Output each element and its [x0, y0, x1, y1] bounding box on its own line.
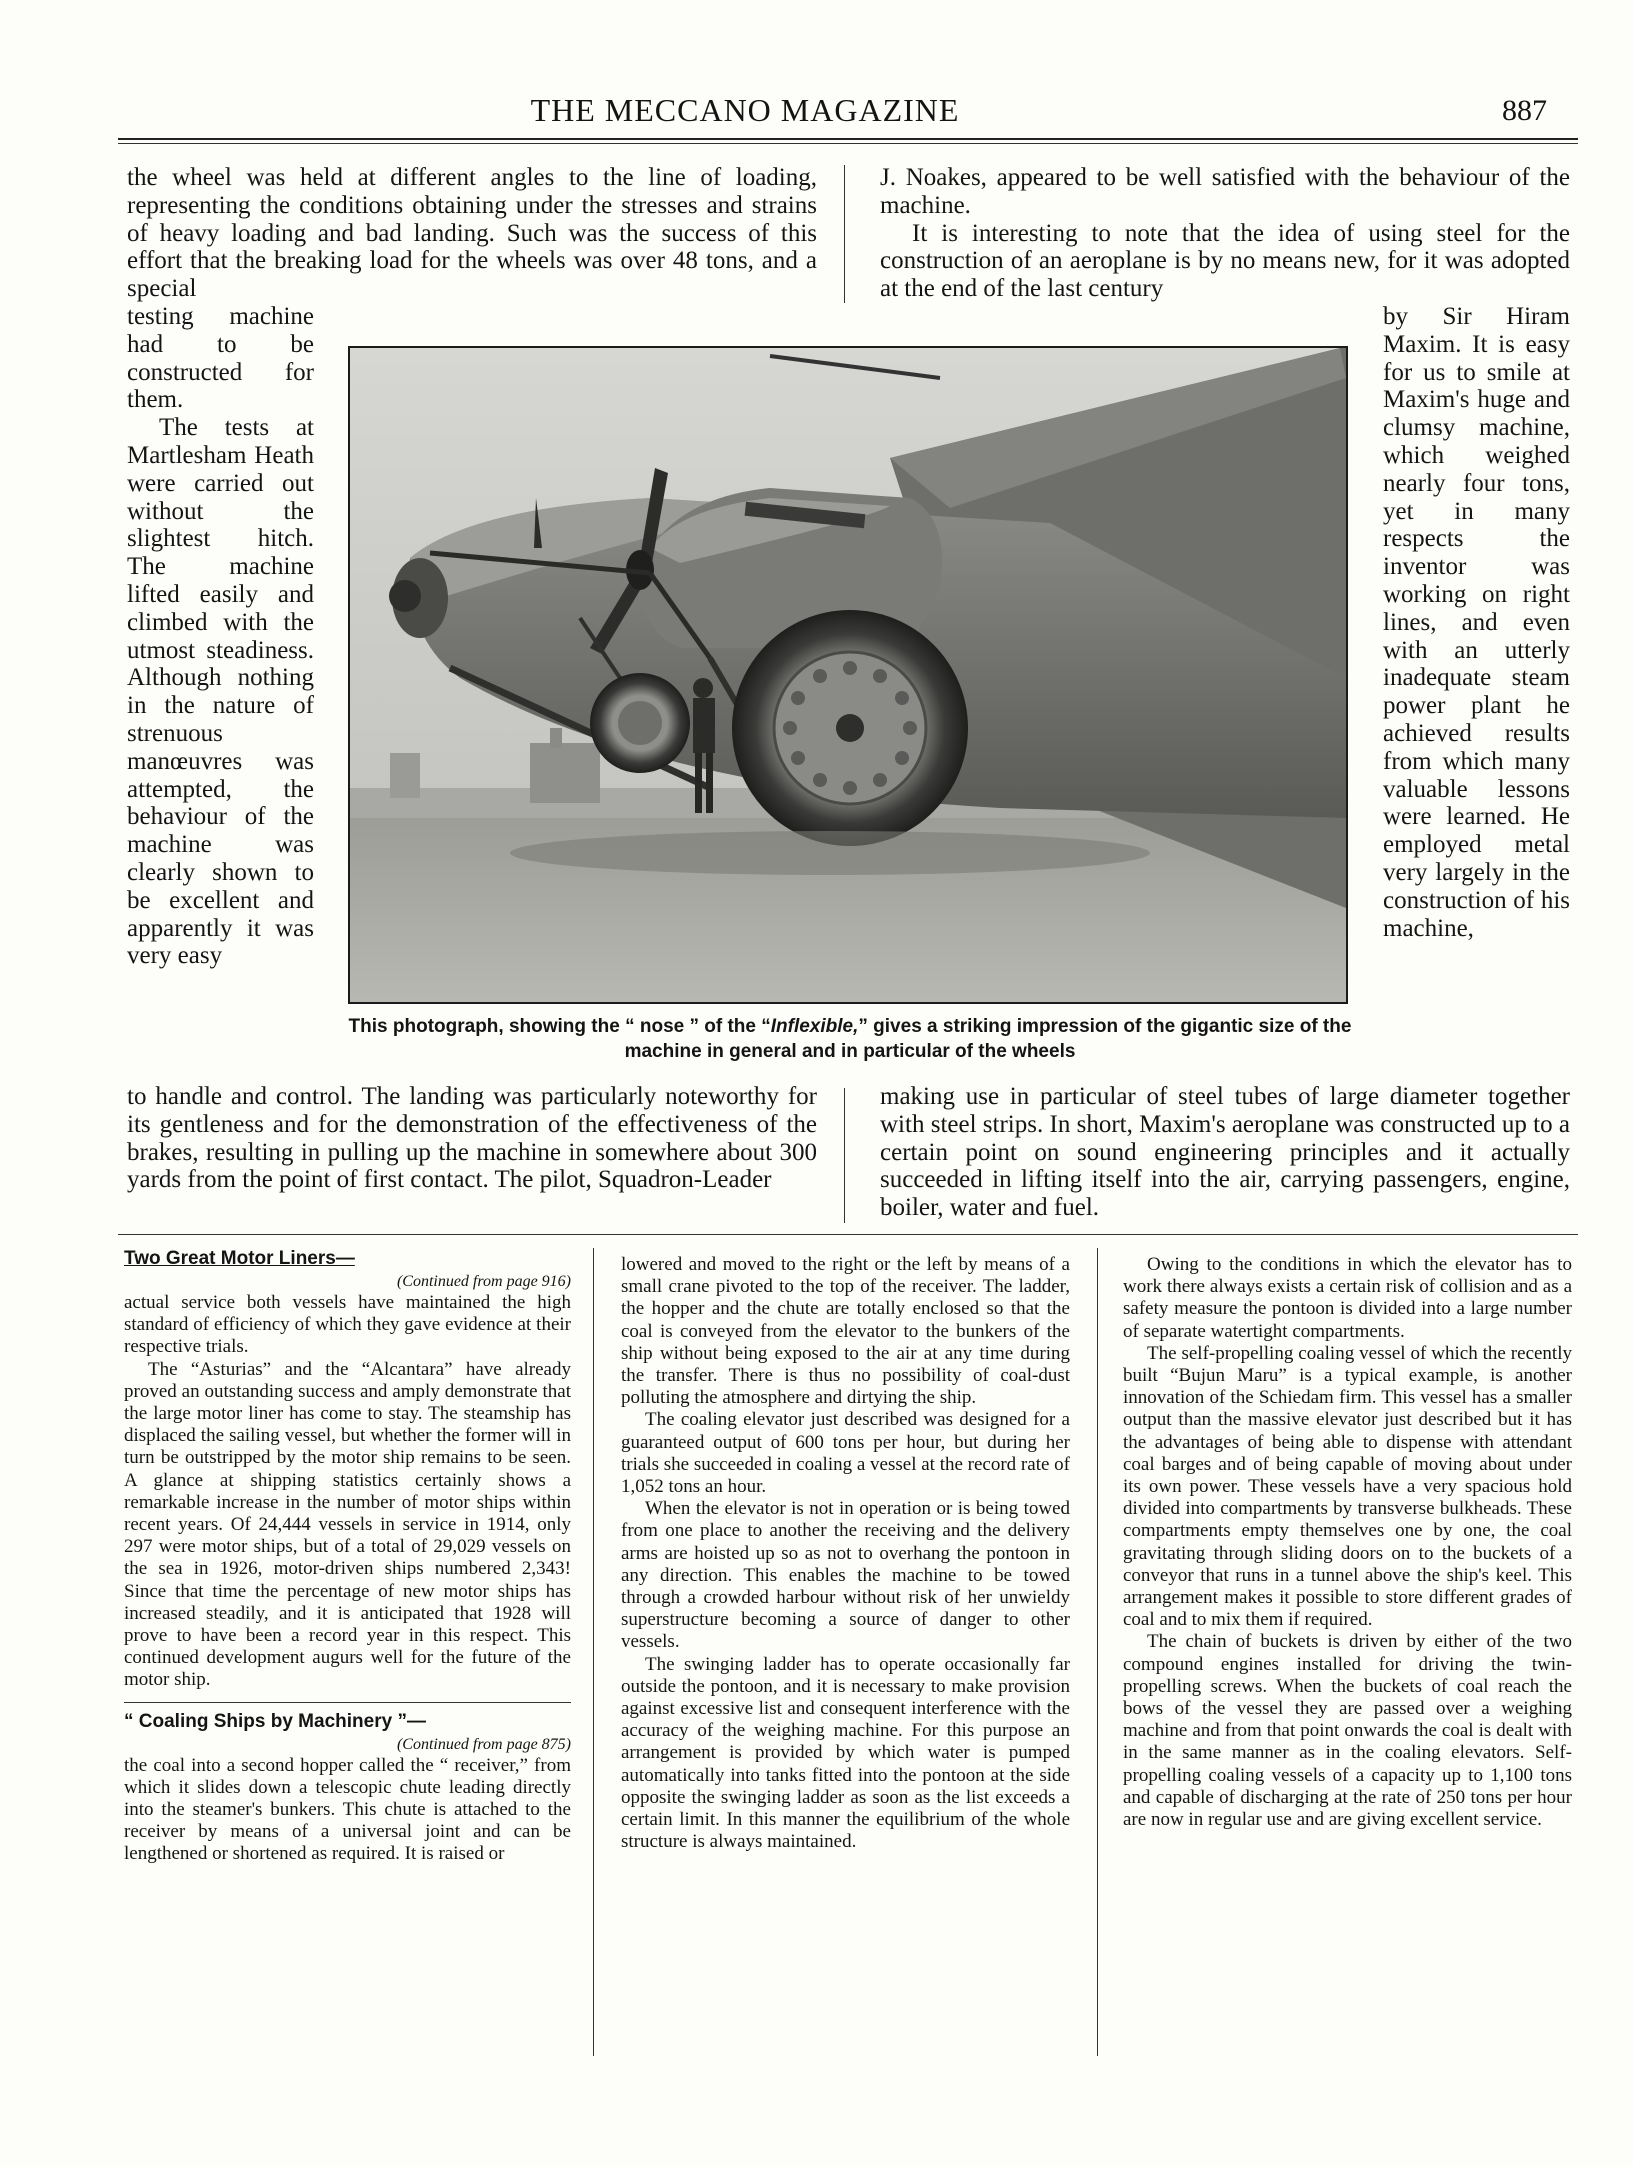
page-number: 887: [1502, 94, 1547, 127]
coaling-p1: the coal into a second hopper called the “ receiver,” from which it slides down a telescopic chute leading directly into the steamer's bunkers. This chute is attached to the receiver by means of a universal joint and can be lengthened or shortened as required. It is raised or: [124, 1754, 571, 1865]
right-col-p1: Owing to the conditions in which the elevator has to work there always exists a certain risk of collision and as a safety measure the pontoon is divided into a large number of separate watertight compartments.: [1123, 1254, 1572, 1342]
left-narrow-p1: testing machine had to be constructed for them.: [127, 303, 314, 414]
bottom-right-text: making use in particular of steel tubes of large diameter together with steel strips. In short, Maxim's aeroplane was constructed up to a certain point on sound engineering principles and it actually succeeded in lifting itself into the air, carrying passengers, engine, boiler, water and fuel.: [880, 1083, 1570, 1222]
coaling-continued: (Continued from page 875): [396, 1735, 571, 1753]
right-col-p3: The chain of buckets is driven by either of the two compound engines installed for driving the twin-propelling screws. When the buckets of coal reach the bows of the vessel they are passed over a weighing machine and from that point onwards the coal is dealt with in the same manner as in the coaling elevators. Self-propelling coaling vessels of a capacity up to 1,100 tons and capable of discharging at the rate of 250 tons per hour are now in regular use and are giving excellent service.: [1123, 1631, 1572, 1831]
motor-liners-p1: actual service both vessels have maintained the high standard of efficiency of which they gave evidence at their respective trials.: [124, 1292, 571, 1358]
bottom-right-column: [880, 1083, 1570, 1222]
lower-left-column: [124, 1246, 571, 1866]
header-rule: [118, 138, 1578, 140]
column-divider-bottom: [844, 1088, 845, 1223]
middle-p1: lowered and moved to the right or the left by means of a small crane pivoted to the top of the receiver. The ladder, the hopper and the chute are totally enclosed so that the coal is conveyed from the elevator to the bunkers of the ship without being exposed to the air at any time during the transfer. There is thus no possibility of coal-dust polluting the atmosphere and dirtying the ship.: [621, 1254, 1070, 1409]
aircraft-photograph: [348, 346, 1348, 1004]
right-narrow-text: by Sir Hiram Maxim. It is easy for us to smile at Maxim's huge and clumsy machine, which weighed nearly four tons, yet in many respects the inventor was working on right lines, and even with an utterly inadequate steam power plant he achieved results from which many valuable lessons were learned. He employed metal very largely in the construction of his machine,: [1383, 303, 1570, 942]
section-rule: [118, 1234, 1578, 1235]
top-right-p2: It is interesting to note that the idea of using steel for the construction of an aeroplane is by no means new, for it was adopted at the end of the last century: [880, 219, 1570, 303]
right-col-p2: The self-propelling coaling vessel of which the recently built “Bujun Maru” is a typical example, is another innovation of the Schiedam firm. This vessel has a smaller output than the massive elevator just described but it has the advantages of being able to dispense with attendant coal barges and of being capable of moving about under its own power. These vessels have a very spacious hold divided into compartments by transverse bulkheads. These compartments empty themselves one by one, the coal gravitating through sliding doors on to the buckets of a conveyor that runs in a tunnel above the ship's keel. This arrangement makes it possible to store different grades of coal and to mix them if required.: [1123, 1342, 1572, 1631]
header-rule-thin: [118, 143, 1578, 144]
caption-italic-name: Inflexible,: [770, 1016, 859, 1037]
caption-text-a: This photograph, showing the “ nose ” of the “: [348, 1016, 771, 1037]
bottom-left-text: to handle and control. The landing was particularly noteworthy for its gentleness and for the demonstration of the effectiveness of the brakes, resulting in pulling up the machine in somewhere about 300 yards from the point of first contact. The pilot, Squadron-Leader: [127, 1083, 817, 1194]
coaling-rule: [124, 1702, 571, 1703]
right-narrow-column: [1383, 303, 1570, 942]
caption-text-b: ” gives a striking impression of the gigantic size of the machine in general and in particular of the wheels: [624, 1016, 1352, 1062]
motor-liners-p2: The “Asturias” and the “Alcantara” have already proved an outstanding success and amply demonstrate that the large motor liner has come to stay. The steamship has displaced the sailing vessel, but whether the former will in turn be outstripped by the motor ship remains to be seen. A glance at shipping statistics certainly shows a remarkable increase in the number of motor ships within recent years. Of 24,444 vessels in service in 1914, only 297 were motor ships, but of a total of 29,029 vessels on the sea in 1926, motor-driven ships numbered 2,343! Since that time the percentage of new motor ships has increased steadily, and it is anticipated that 1928 will prove to have been a record year in this respect. This continued development augurs well for the future of the motor ship.: [124, 1358, 571, 1691]
middle-p4: The swinging ladder has to operate occasionally far outside the pontoon, and it is necessary to make provision against excessive list and consequent interference with the accuracy of the weighing machine. For this purpose an arrangement is provided by which water is pumped automatically into tanks fitted into the pontoon at the side opposite the swinging ladder as soon as the list exceeds a certain limit. In this manner the equilibrium of the whole structure is always maintained.: [621, 1653, 1070, 1853]
magazine-title: THE MECCANO MAGAZINE: [530, 92, 960, 128]
left-narrow-p2: The tests at Martlesham Heath were carried out without the slightest hitch. The machine lifted easily and climbed with the utmost steadiness. Although nothing in the nature of strenuous manœuvres was attempted, the behaviour of the machine was clearly shown to be excellent and apparently it was very easy: [127, 414, 314, 970]
photo-caption: [330, 1014, 1370, 1064]
lower-right-column: [1123, 1254, 1572, 1831]
lower-divider-2: [1097, 1248, 1098, 2056]
motor-liners-continued: (Continued from page 916): [396, 1273, 571, 1290]
top-right-column: [880, 164, 1570, 303]
bottom-left-column: [127, 1083, 817, 1194]
lower-middle-column: [621, 1254, 1070, 1853]
coaling-heading: “ Coaling Ships by Machinery ”—: [124, 1710, 426, 1732]
middle-p3: When the elevator is not in operation or is being towed from one place to another the receiving and the delivery arms are hoisted up so as not to overhang the pontoon in any direction. This enables the machine to be towed through a crowded harbour without risk of her unwieldy superstructure becoming a source of danger to other vessels.: [621, 1498, 1070, 1653]
left-narrow-column: [127, 303, 314, 970]
top-left-text: the wheel was held at different angles to the line of loading, representing the conditions obtaining under the stresses and strains of heavy loading and bad landing. Such was the success of this effort that the breaking load for the wheels was over 48 tons, and a special: [127, 164, 817, 303]
top-left-column: [127, 164, 817, 303]
top-right-p1: J. Noakes, appeared to be well satisfied with the behaviour of the machine.: [880, 164, 1570, 219]
column-divider-top: [844, 165, 845, 303]
lower-divider-1: [593, 1248, 594, 2056]
middle-p2: The coaling elevator just described was designed for a guaranteed output of 600 tons per hour, but during her trials she succeeded in coaling a vessel at the record rate of 1,052 tons an hour.: [621, 1409, 1070, 1498]
inflexible-aircraft-image: [350, 348, 1346, 1002]
motor-liners-heading: Two Great Motor Liners—: [124, 1248, 355, 1269]
